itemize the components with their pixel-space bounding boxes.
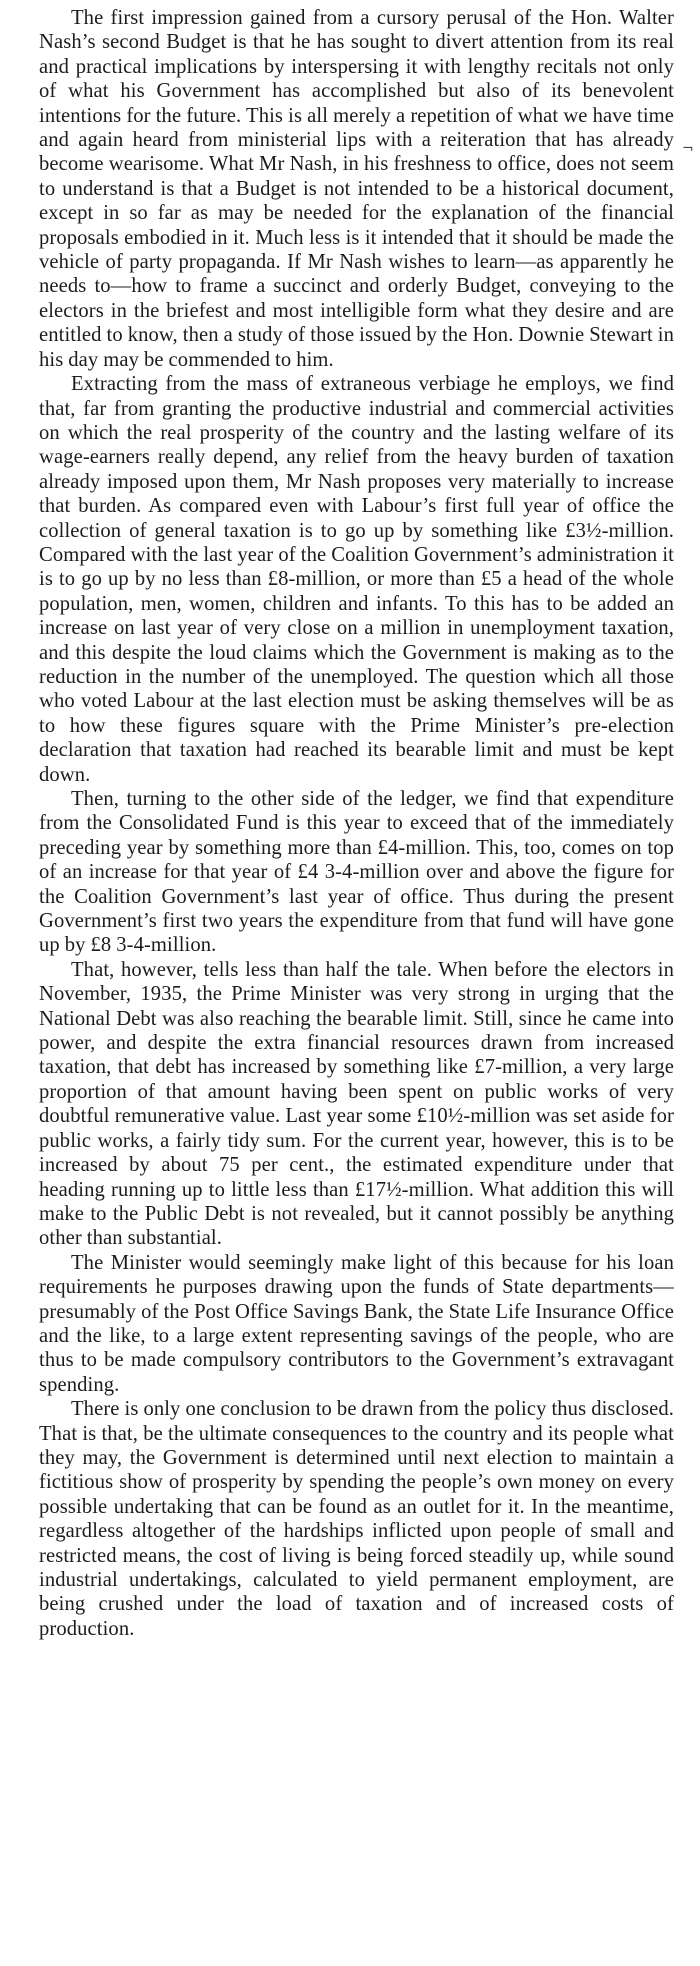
paragraph-6: There is only one conclusion to be drawn from the policy thus disclosed. That is that, be the ultimate consequences to the country and its people what they may, the Government is determined until next election to maintain a fictitious show of prosperity by spending the people’s own money on every possible undertaking that can be found as an outlet for it. In the meantime, regardless altogether of the hardships inflicted upon people of small and restricted means, the cost of living is being forced steadily up, while sound industrial undertakings, calculated to yield permanent employment, are being crushed under the load of taxation and of increased costs of production.: [39, 1398, 674, 1640]
paragraph-3: Then, turning to the other side of the ledger, we find that expenditure from the Consolidated Fund is this year to exceed that of the immediately preceding year by something more than £4-million. This, too, comes on top of an increase for that year of £4 3-4-million over and above the figure for the Coalition Government’s last year of office. Thus during the present Government’s first two years the expenditure from that fund will have gone up by £8 3-4-million.: [39, 788, 674, 957]
paragraph-2: Extracting from the mass of extraneous verbiage he employs, we find that, far from granting the productive industrial and commercial activities on which the real prosperity of the country and the lasting welfare of its wage-earners really depend, any relief from the heavy burden of taxation already imposed upon them, Mr Nash proposes very materially to increase that burden. As compared even with Labour’s first full year of office the collection of general taxation is to go up by something like £3½-million. Compared with the last year of the Coalition Government’s administration it is to go up by no less than £8-million, or more than £5 a head of the whole population, men, women, children and infants. To this has to be added an increase on last year of very close on a million in unemployment taxation, and this despite the loud claims which the Government is making as to the reduction in the number of the unemployed. The question which all those who voted Labour at the last election must be asking themselves will be as to how these figures square with the Prime Minister’s pre-election declaration that taxation had reached its bearable limit and must be kept down.: [39, 373, 674, 786]
paragraph-5: The Minister would seemingly make light of this because for his loan requirements he purposes drawing upon the funds of State departments—presumably of the Post Office Savings Bank, the State Life Insurance Office and the like, to a large extent representing savings of the people, who are thus to be made compulsory contributors to the Government’s extravagant spending.: [39, 1251, 674, 1396]
paragraph-4: That, however, tells less than half the tale. When before the electors in November, 1935, the Prime Minister was very strong in urging that the National Debt was also reaching the bearable limit. Still, since he came into power, and despite the extra financial resources drawn from increased taxation, that debt has increased by something like £7-million, a very large proportion of that amount having been spent on public works of very doubtful remunerative value. Last year some £10½-million was set aside for public works, a fairly tidy sum. For the current year, however, this is to be increased by about 75 per cent., the estimated expenditure under that heading running up to little less than £17½-million. What addition this will make to the Public Debt is not revealed, but it cannot possibly be anything other than substantial.: [39, 958, 674, 1250]
margin-mark: ¬: [682, 141, 694, 157]
budget-editorial: [39, 6, 674, 1641]
paragraph-1: The first impression gained from a cursory perusal of the Hon. Walter Nash’s second Budget is that he has sought to divert attention from its real and practical implications by interspersing it with lengthy recitals not only of what his Government has accomplished but also of its benevolent intentions for the future. This is all merely a repetition of what we have time and again heard from ministerial lips with a reiteration that has already become wearisome. What Mr Nash, in his freshness to office, does not seem to understand is that a Budget is not intended to be a historical document, except in so far as may be needed for the explanation of the financial proposals embodied in it. Much less is it intended that it should be made the vehicle of party propaganda. If Mr Nash wishes to learn—as apparently he needs to—how to frame a succinct and orderly Budget, conveying to the electors in the briefest and most intelligible form what they desire and are entitled to know, then a study of those issued by the Hon. Downie Stewart in his day may be commended to him.: [39, 7, 674, 371]
